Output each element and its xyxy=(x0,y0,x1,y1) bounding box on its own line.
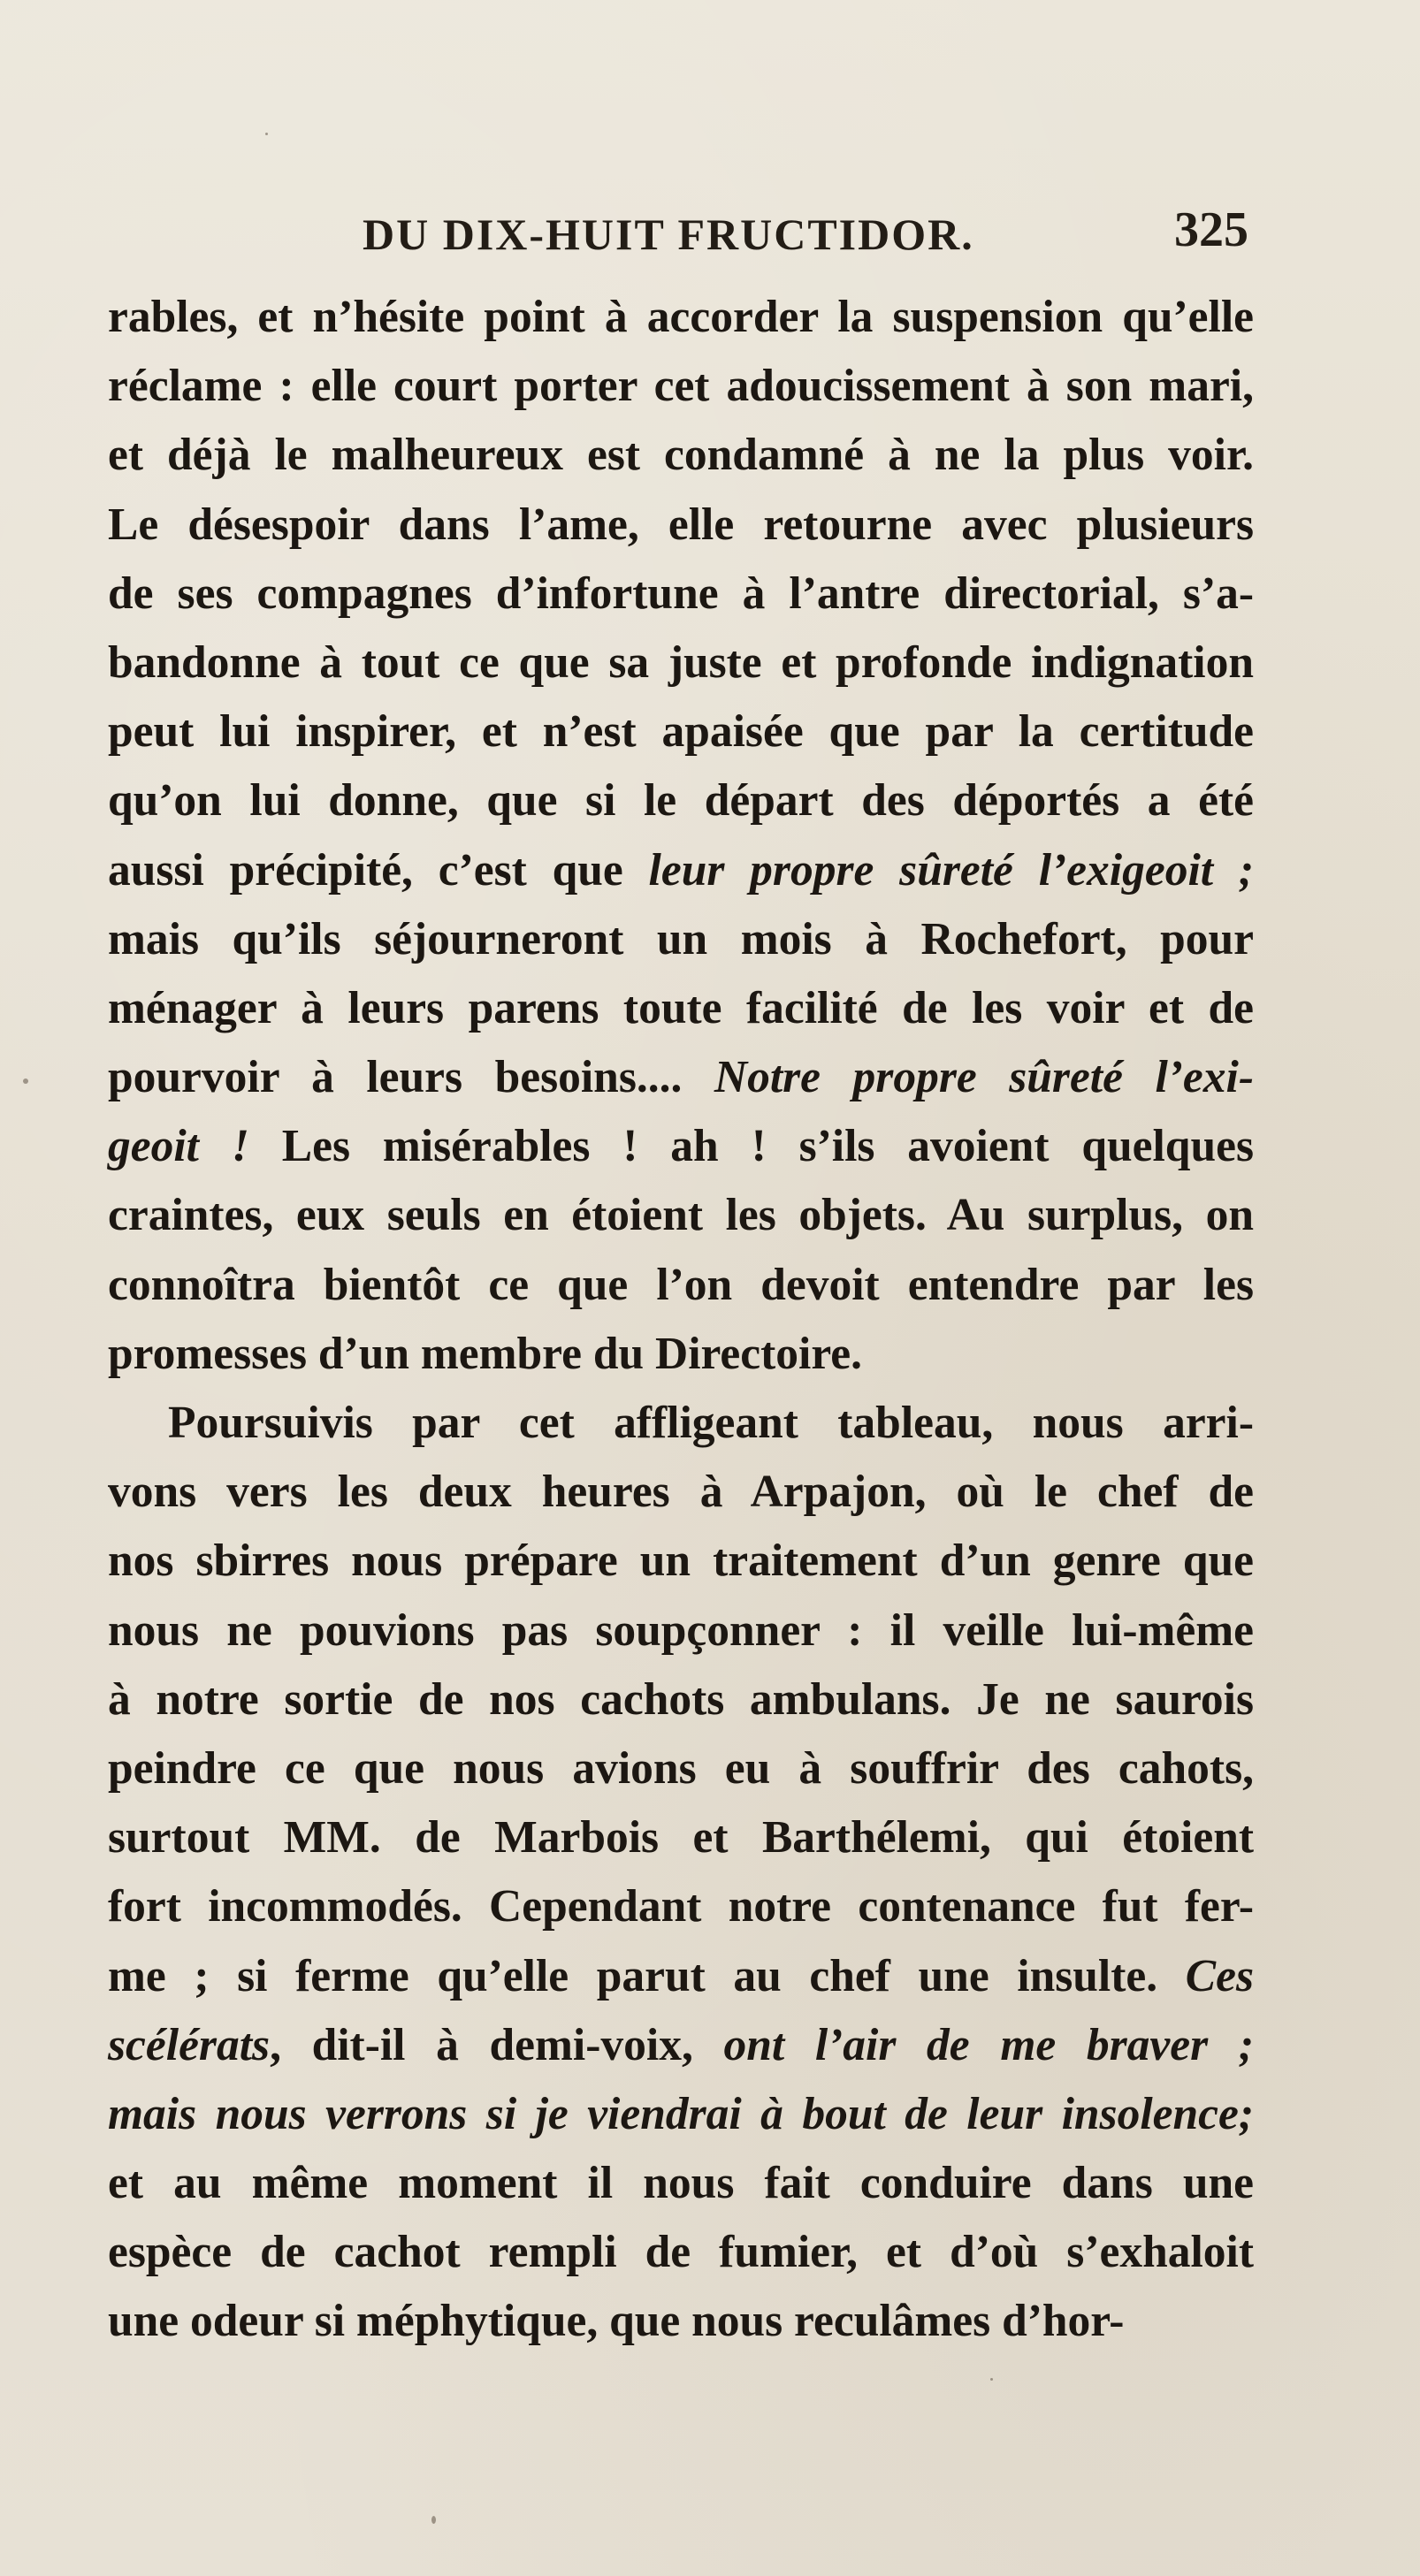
text-line xyxy=(108,766,1254,835)
text-line xyxy=(108,836,1254,905)
italic-text: Notre propre sûreté l’exi- xyxy=(714,1052,1254,1103)
page-header xyxy=(108,202,1248,271)
roman-text: surtout MM. de Marbois et Barthélemi, qui étoient xyxy=(108,1812,1254,1863)
text-line xyxy=(108,1181,1254,1250)
italic-text: geoit ! xyxy=(108,1121,249,1172)
text-line xyxy=(108,1872,1254,1941)
text-line xyxy=(108,1942,1254,2011)
roman-text: connoîtra bientôt ce que l’on devoit entendre par les xyxy=(108,1259,1254,1310)
roman-text: qu’on lui donne, que si le départ des déportés a été xyxy=(108,775,1254,827)
text-line xyxy=(108,1251,1254,1320)
roman-text: peut lui inspirer, et n’est apaisée que par la certitude xyxy=(108,706,1254,758)
roman-text: rables, et n’hésite point à accorder la suspension qu’elle xyxy=(108,292,1254,342)
text-line xyxy=(108,421,1254,490)
text-line xyxy=(108,560,1254,629)
roman-text: de ses compagnes d’infortune à l’antre directorial, s’a- xyxy=(108,568,1254,619)
text-line xyxy=(108,1389,1254,1458)
roman-text: une odeur si méphytique, que nous reculâmes d’hor- xyxy=(108,2296,1125,2347)
text-line xyxy=(108,2287,1254,2356)
text-line xyxy=(108,491,1254,560)
text-line xyxy=(108,2080,1254,2149)
roman-text: Le désespoir dans l’ame, elle retourne avec plusieurs xyxy=(108,499,1254,550)
roman-text: aussi précipité, c’est que xyxy=(108,844,649,896)
text-line xyxy=(108,1734,1254,1803)
roman-text: vons vers les deux heures à Arpajon, où le chef de xyxy=(108,1467,1254,1518)
roman-text: pourvoir à leurs besoins.... xyxy=(108,1052,714,1103)
roman-text: Les misérables ! ah ! s’ils avoient quelques xyxy=(248,1121,1254,1172)
text-line xyxy=(108,1597,1254,1665)
italic-text: leur propre sûreté l’exigeoit ; xyxy=(648,844,1255,896)
text-line xyxy=(108,352,1254,421)
roman-text: bandonne à tout ce que sa juste et profonde indignation xyxy=(108,636,1254,688)
roman-text: réclame : elle court porter cet adoucissement à son mari, xyxy=(108,361,1254,412)
roman-text: peindre ce que nous avions eu à souffrir des cahots, xyxy=(108,1742,1254,1794)
roman-text: fort incommodés. Cependant notre contenance fut fer- xyxy=(108,1881,1254,1932)
roman-text: nous ne pouvions pas soupçonner : il veille lui-même xyxy=(108,1604,1254,1656)
body-text xyxy=(108,283,1254,2357)
roman-text: promesses d’un membre du Directoire. xyxy=(108,1328,863,1379)
roman-text: craintes, eux seuls en étoient les objets. Au surplus, on xyxy=(108,1190,1254,1241)
text-line xyxy=(108,2011,1254,2080)
italic-text: ont l’air de me braver ; xyxy=(723,2019,1254,2070)
italic-text: Ces xyxy=(1185,1950,1254,2001)
text-line xyxy=(108,283,1254,352)
roman-text: Poursuivis par cet affligeant tableau, nous arri- xyxy=(168,1398,1254,1448)
text-line xyxy=(108,697,1254,766)
text-line xyxy=(108,1112,1254,1181)
text-line xyxy=(108,2218,1254,2287)
text-line xyxy=(108,1527,1254,1596)
text-line xyxy=(108,1320,1254,1389)
italic-text: mais nous verrons si je viendrai à bout de leur insolence; xyxy=(108,2088,1254,2139)
roman-text: à notre sortie de nos cachots ambulans. Je ne saurois xyxy=(108,1673,1254,1725)
text-line xyxy=(108,1665,1254,1734)
roman-text: et déjà le malheureux est condamné à ne la plus voir. xyxy=(108,430,1254,481)
roman-text: espèce de cachot rempli de fumier, et d’où s’exhaloit xyxy=(108,2227,1254,2278)
roman-text: mais qu’ils séjourneront un mois à Rochefort, pour xyxy=(108,913,1254,964)
text-line xyxy=(108,1043,1254,1112)
text-line xyxy=(108,629,1254,697)
roman-text: ménager à leurs parens toute facilité de les voir et de xyxy=(108,982,1254,1033)
roman-text: , dit-il à demi-voix, xyxy=(270,2019,724,2070)
text-line xyxy=(108,1803,1254,1872)
text-line xyxy=(108,905,1254,974)
page-number: 325 xyxy=(1174,202,1248,257)
roman-text: me ; si ferme qu’elle parut au chef une insulte. xyxy=(108,1950,1186,2001)
roman-text: nos sbirres nous prépare un traitement d’un genre que xyxy=(108,1536,1254,1587)
text-line xyxy=(108,2149,1254,2218)
running-head: DU DIX-HUIT FRUCTIDOR. xyxy=(363,210,974,259)
text-line xyxy=(108,1458,1254,1527)
roman-text: et au même moment il nous fait conduire dans une xyxy=(108,2158,1254,2209)
italic-text: scélérats xyxy=(108,2019,271,2070)
text-line xyxy=(108,974,1254,1043)
